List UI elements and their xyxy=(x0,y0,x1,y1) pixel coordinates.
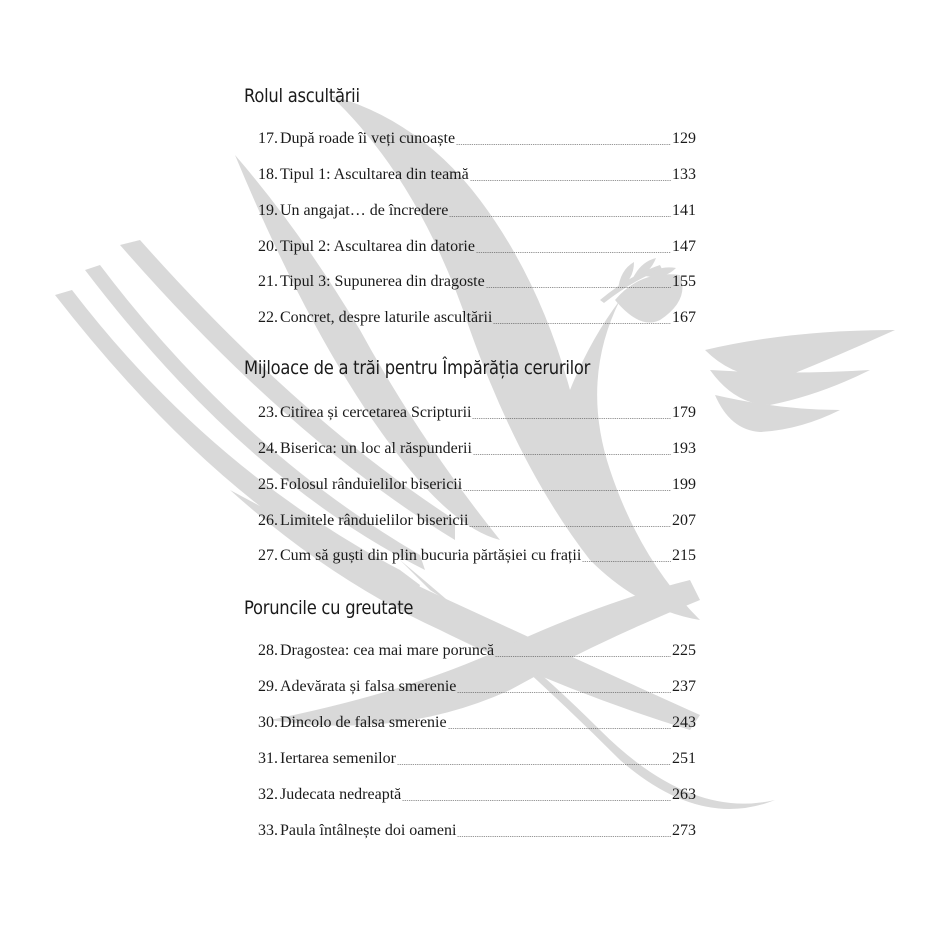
entry-number: 19. xyxy=(258,202,278,219)
dot-leader xyxy=(456,144,671,145)
entry-title: Un angajat… de încredere xyxy=(280,202,449,219)
toc-entry[interactable] xyxy=(258,712,696,734)
entry-number: 28. xyxy=(258,642,278,659)
dot-leader xyxy=(495,656,671,657)
entry-title: Cum să guști din plin bucuria părtășiei cu frații xyxy=(280,547,582,564)
toc-entry[interactable] xyxy=(258,236,696,258)
toc-entry[interactable] xyxy=(258,307,696,329)
dot-leader xyxy=(472,418,671,419)
dot-leader xyxy=(473,454,671,455)
toc-entry[interactable] xyxy=(258,402,696,424)
entry-number: 22. xyxy=(258,309,278,326)
entry-title: După roade îi veți cunoaște xyxy=(280,130,456,147)
dot-leader xyxy=(469,526,671,527)
entry-number: 31. xyxy=(258,750,278,767)
toc-entry[interactable] xyxy=(258,510,696,532)
entry-title: Tipul 3: Supunerea din dragoste xyxy=(280,273,485,290)
toc-entry[interactable] xyxy=(258,676,696,698)
entry-title: Iertarea semenilor xyxy=(280,750,396,767)
dot-leader xyxy=(397,764,671,765)
dot-leader xyxy=(457,836,671,837)
toc-entry[interactable] xyxy=(258,200,696,222)
entry-number: 30. xyxy=(258,714,278,731)
entry-title: Dragostea: cea mai mare poruncă xyxy=(280,642,495,659)
entry-number: 20. xyxy=(258,238,278,255)
entry-number: 33. xyxy=(258,822,278,839)
entry-page-number: 237 xyxy=(672,678,696,695)
entry-title: Tipul 2: Ascultarea din datorie xyxy=(280,238,475,255)
dot-leader xyxy=(486,287,671,288)
toc-entry[interactable] xyxy=(258,474,696,496)
dot-leader xyxy=(493,323,671,324)
entry-page-number: 167 xyxy=(672,309,696,326)
entry-title: Concret, despre laturile ascultării xyxy=(280,309,493,326)
toc-entry[interactable] xyxy=(258,545,696,567)
entry-number: 32. xyxy=(258,786,278,803)
entry-number: 25. xyxy=(258,476,278,493)
entry-number: 18. xyxy=(258,166,278,183)
entry-number: 21. xyxy=(258,273,278,290)
dot-leader xyxy=(402,800,671,801)
entry-number: 27. xyxy=(258,547,278,564)
entry-title: Judecata nedreaptă xyxy=(280,786,402,803)
toc-entry[interactable] xyxy=(258,271,696,293)
dot-leader xyxy=(476,252,671,253)
toc-entry[interactable] xyxy=(258,748,696,770)
entry-title: Citirea și cercetarea Scripturii xyxy=(280,404,472,421)
toc-entry[interactable] xyxy=(258,128,696,150)
entry-title: Adevărata și falsa smerenie xyxy=(280,678,457,695)
entry-page-number: 243 xyxy=(672,714,696,731)
section-title: Mijloace de a trăi pentru Împărăția cerurilor xyxy=(244,357,591,379)
entry-page-number: 263 xyxy=(672,786,696,803)
entry-number: 26. xyxy=(258,512,278,529)
entry-page-number: 155 xyxy=(672,273,696,290)
entry-page-number: 141 xyxy=(672,202,696,219)
toc-entry[interactable] xyxy=(258,164,696,186)
dot-leader xyxy=(449,216,671,217)
entry-title: Biserica: un loc al răspunderii xyxy=(280,440,472,457)
entry-title: Paula întâlnește doi oameni xyxy=(280,822,457,839)
entry-title: Folosul rânduielilor bisericii xyxy=(280,476,463,493)
entry-page-number: 215 xyxy=(672,547,696,564)
entry-page-number: 199 xyxy=(672,476,696,493)
entry-title: Limitele rânduielilor bisericii xyxy=(280,512,469,529)
entry-page-number: 129 xyxy=(672,130,696,147)
entry-page-number: 147 xyxy=(672,238,696,255)
entry-page-number: 193 xyxy=(672,440,696,457)
entry-number: 17. xyxy=(258,130,278,147)
entry-page-number: 207 xyxy=(672,512,696,529)
entry-number: 24. xyxy=(258,440,278,457)
dot-leader xyxy=(463,490,671,491)
entry-number: 23. xyxy=(258,404,278,421)
toc-entry[interactable] xyxy=(258,438,696,460)
entry-title: Dincolo de falsa smerenie xyxy=(280,714,447,731)
entry-page-number: 251 xyxy=(672,750,696,767)
entry-page-number: 179 xyxy=(672,404,696,421)
dot-leader xyxy=(457,692,671,693)
section-title: Poruncile cu greutate xyxy=(244,597,414,619)
toc-entry[interactable] xyxy=(258,820,696,842)
entry-title: Tipul 1: Ascultarea din teamă xyxy=(280,166,469,183)
dot-leader xyxy=(582,561,671,562)
entry-number: 29. xyxy=(258,678,278,695)
entry-page-number: 273 xyxy=(672,822,696,839)
dot-leader xyxy=(448,728,671,729)
section-title: Rolul ascultării xyxy=(244,85,360,107)
toc-entry[interactable] xyxy=(258,784,696,806)
toc-entry[interactable] xyxy=(258,640,696,662)
dot-leader xyxy=(470,180,671,181)
entry-page-number: 133 xyxy=(672,166,696,183)
entry-page-number: 225 xyxy=(672,642,696,659)
